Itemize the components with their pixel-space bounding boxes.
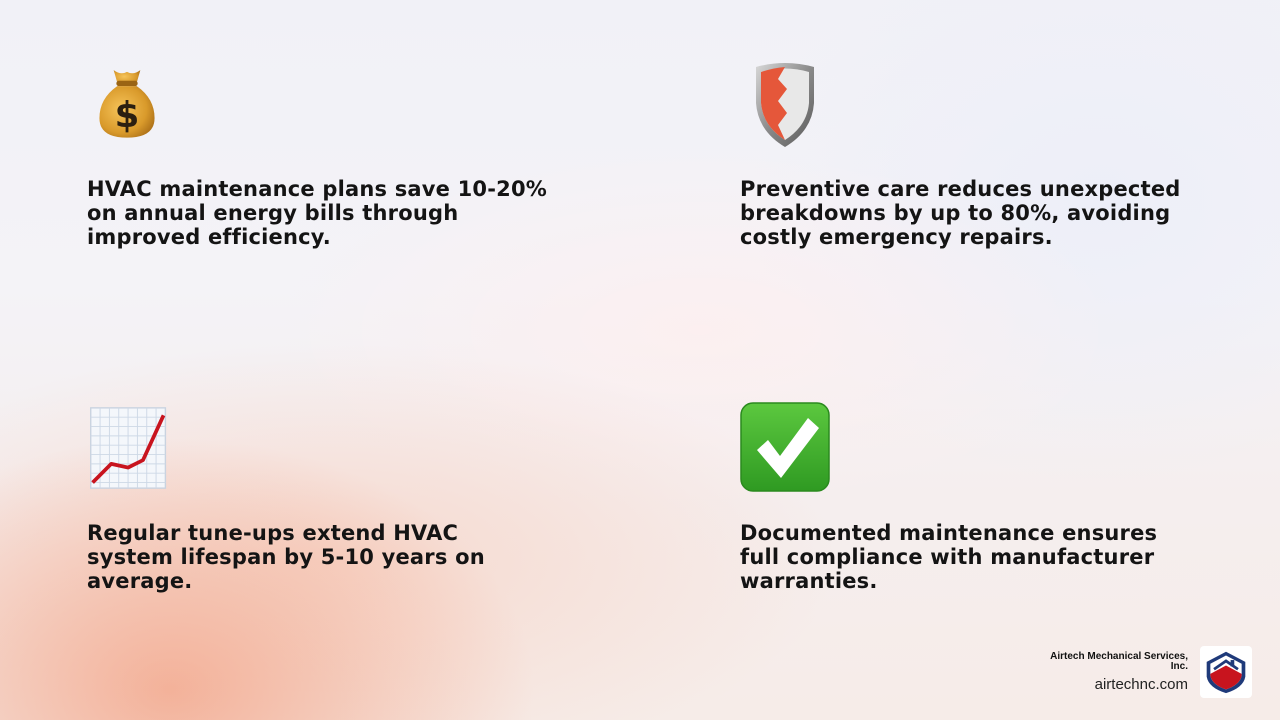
check-mark-button-icon	[740, 402, 830, 492]
benefit-card-warranty-compliance	[740, 402, 1200, 593]
money-bag-icon	[87, 60, 167, 146]
benefit-text: Regular tune-ups extend HVAC system lifespan by 5-10 years on average.	[87, 521, 485, 593]
airtech-logo-icon	[1200, 646, 1252, 698]
shield-icon	[740, 58, 830, 150]
company-name: Airtech Mechanical Services, Inc.	[1050, 650, 1188, 672]
brand-footer	[1038, 646, 1252, 698]
benefit-card-lifespan	[87, 402, 547, 593]
benefit-text: Preventive care reduces unexpected breakdowns by up to 80%, avoiding costly emergency repairs.	[740, 177, 1181, 249]
chart-increasing-icon	[87, 402, 171, 494]
benefit-text: Documented maintenance ensures full compliance with manufacturer warranties.	[740, 521, 1158, 593]
benefit-card-fewer-breakdowns	[740, 58, 1200, 249]
brand-text	[1038, 652, 1188, 693]
benefit-text: HVAC maintenance plans save 10-20% on annual energy bills through improved efficiency.	[87, 177, 548, 249]
benefit-card-energy-savings	[87, 60, 548, 249]
svg-text:$: $	[114, 95, 140, 136]
company-url[interactable]: airtechnc.com	[1094, 675, 1188, 693]
